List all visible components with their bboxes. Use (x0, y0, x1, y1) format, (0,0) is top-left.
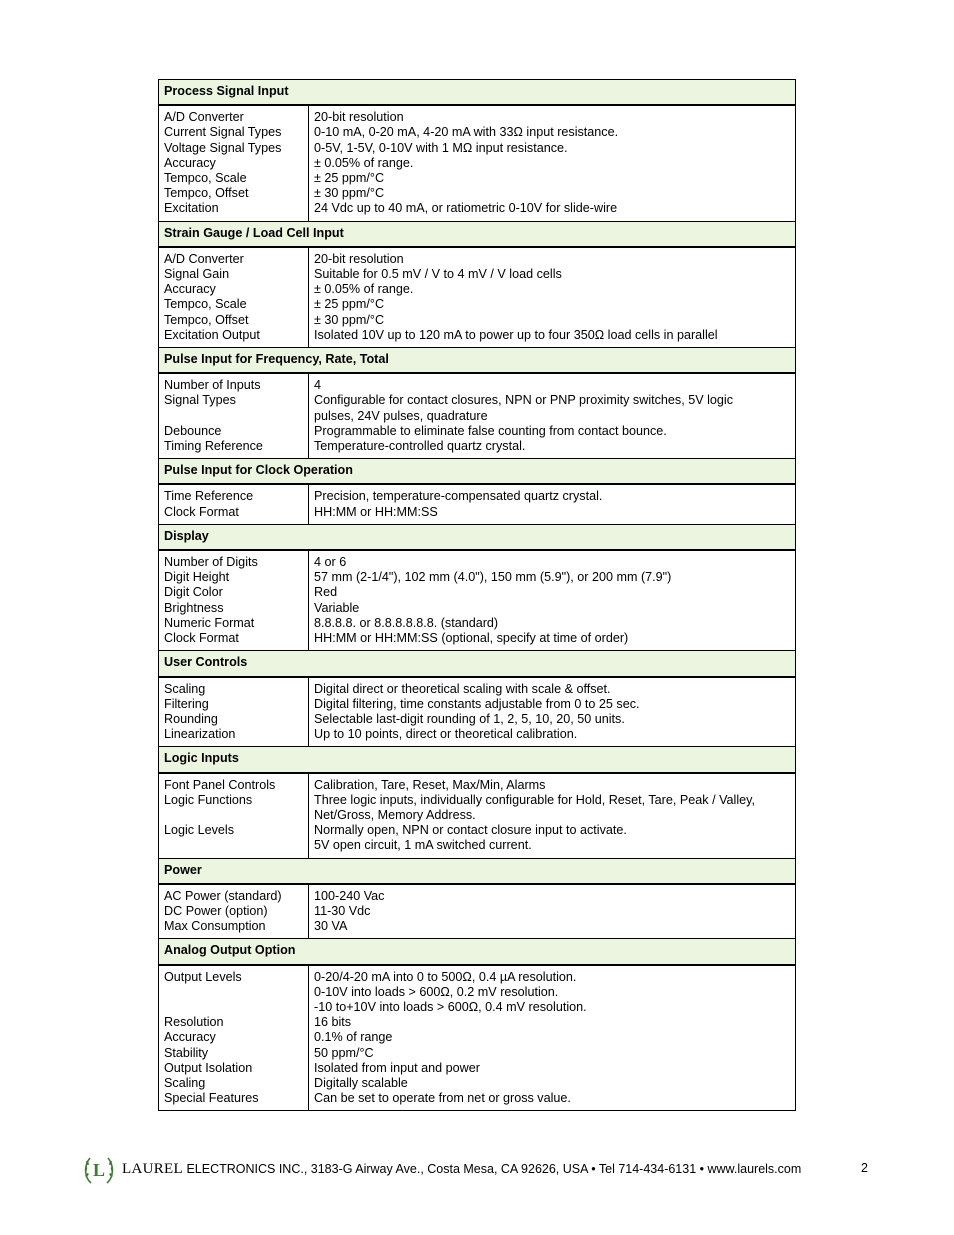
spec-label: Output Levels (164, 969, 242, 984)
section-body-row (159, 484, 796, 524)
section-title: Logic Inputs (159, 747, 796, 773)
section-body-row (159, 105, 796, 221)
spec-label: Signal Gain (164, 267, 230, 282)
spec-labels-cell (159, 247, 309, 348)
spec-label (164, 838, 303, 853)
section-header-row (159, 459, 796, 485)
spec-label: Filtering (164, 696, 209, 711)
section-title: Pulse Input for Clock Operation (159, 459, 796, 485)
spec-value: Isolated from input and power (314, 1060, 480, 1075)
spec-label: Current Signal Types (164, 125, 282, 140)
spec-labels-cell (159, 677, 309, 747)
spec-value: Calibration, Tare, Reset, Max/Min, Alarms (314, 777, 546, 792)
spec-label: Debounce (164, 423, 222, 438)
spec-label: Linearization (164, 727, 236, 742)
spec-label: Number of Digits (164, 555, 258, 570)
spec-value: 57 mm (2-1/4"), 102 mm (4.0"), 150 mm (5.9"), or 200 mm (7.9") (314, 570, 672, 585)
section-header-row (159, 651, 796, 677)
spec-value: ± 0.05% of range. (314, 282, 414, 297)
spec-value: Digitally scalable (314, 1075, 408, 1090)
spec-value: Red (314, 585, 338, 600)
spec-label: AC Power (standard) (164, 888, 282, 903)
spec-labels-cell (159, 550, 309, 651)
section-body-row (159, 773, 796, 859)
spec-label: Tempco, Scale (164, 297, 247, 312)
spec-table-body (159, 80, 796, 1111)
section-body-row (159, 965, 796, 1111)
section-header-row (159, 221, 796, 247)
spec-label: Clock Format (164, 504, 239, 519)
spec-label: A/D Converter (164, 110, 244, 125)
spec-labels-cell (159, 105, 309, 221)
spec-value: Suitable for 0.5 mV / V to 4 mV / V load cells (314, 267, 562, 282)
spec-label: Voltage Signal Types (164, 140, 282, 155)
spec-label: Resolution (164, 1015, 224, 1030)
spec-value: Configurable for contact closures, NPN or PNP proximity switches, 5V logic (314, 393, 734, 408)
spec-label: Signal Types (164, 393, 236, 408)
section-header-row (159, 858, 796, 884)
spec-value: ± 25 ppm/°C (314, 297, 385, 312)
spec-label: Accuracy (164, 155, 216, 170)
spec-label: Timing Reference (164, 439, 263, 454)
spec-value: Digital direct or theoretical scaling with scale & offset. (314, 681, 611, 696)
spec-label: Excitation (164, 201, 219, 216)
spec-values-cell (309, 773, 796, 859)
section-title: Pulse Input for Frequency, Rate, Total (159, 348, 796, 374)
spec-value: 16 bits (314, 1015, 352, 1030)
section-header-row (159, 524, 796, 550)
spec-value: HH:MM or HH:MM:SS (314, 504, 438, 519)
footer-brand: LAUREL (122, 1161, 183, 1177)
spec-value: Three logic inputs, individually configurable for Hold, Reset, Tare, Peak / Valley, (314, 792, 756, 807)
section-title: Power (159, 858, 796, 884)
spec-labels-cell (159, 373, 309, 459)
spec-value: -10 to+10V into loads > 600Ω, 0.4 mV resolution. (314, 999, 587, 1014)
spec-label (164, 409, 303, 424)
spec-values-cell (309, 484, 796, 524)
spec-label (164, 808, 303, 823)
spec-value: 30 VA (314, 919, 348, 934)
spec-value: 8.8.8.8. or 8.8.8.8.8.8. (standard) (314, 615, 499, 630)
spec-label: A/D Converter (164, 251, 244, 266)
spec-value: 0-10 mA, 0-20 mA, 4-20 mA with 33Ω input resistance. (314, 125, 619, 140)
spec-values-cell (309, 965, 796, 1111)
spec-label: Logic Functions (164, 792, 253, 807)
spec-value: ± 0.05% of range. (314, 155, 414, 170)
section-title: Strain Gauge / Load Cell Input (159, 221, 796, 247)
spec-value: ± 25 ppm/°C (314, 171, 385, 186)
spec-value: Isolated 10V up to 120 mA to power up to four 350Ω load cells in parallel (314, 327, 718, 342)
svg-text:L: L (92, 1160, 106, 1180)
spec-value: 0-20/4-20 mA into 0 to 500Ω, 0.4 µA resolution. (314, 969, 577, 984)
spec-value: Can be set to operate from net or gross value. (314, 1091, 571, 1106)
spec-label: Excitation Output (164, 327, 260, 342)
section-title: User Controls (159, 651, 796, 677)
spec-label: Clock Format (164, 631, 239, 646)
spec-value: 4 (314, 378, 322, 393)
spec-value: Selectable last-digit rounding of 1, 2, 5, 10, 20, 50 units. (314, 711, 625, 726)
spec-label (164, 985, 303, 1000)
spec-label: Accuracy (164, 1030, 216, 1045)
spec-labels-cell (159, 965, 309, 1111)
spec-label: Rounding (164, 711, 218, 726)
section-body-row (159, 550, 796, 651)
section-header-row (159, 348, 796, 374)
page-footer (82, 1153, 882, 1189)
spec-value: 24 Vdc up to 40 mA, or ratiometric 0-10V for slide-wire (314, 201, 618, 216)
spec-value: 4 or 6 (314, 555, 347, 570)
spec-value: pulses, 24V pulses, quadrature (314, 408, 488, 423)
section-title: Display (159, 524, 796, 550)
spec-label: Tempco, Scale (164, 171, 247, 186)
spec-label: Tempco, Offset (164, 186, 249, 201)
spec-value: Programmable to eliminate false counting from contact bounce. (314, 423, 667, 438)
spec-values-cell (309, 884, 796, 939)
spec-value: 0-10V into loads > 600Ω, 0.2 mV resolution. (314, 984, 559, 999)
spec-value: 50 ppm/°C (314, 1045, 374, 1060)
section-body-row (159, 373, 796, 459)
spec-labels-cell (159, 773, 309, 859)
spec-label: Digit Height (164, 570, 230, 585)
spec-label: Digit Color (164, 585, 223, 600)
spec-values-cell (309, 677, 796, 747)
section-body-row (159, 677, 796, 747)
section-title: Process Signal Input (159, 80, 796, 106)
spec-value: ± 30 ppm/°C (314, 312, 385, 327)
section-header-row (159, 80, 796, 106)
spec-values-cell (309, 247, 796, 348)
laurel-logo-icon (82, 1153, 116, 1187)
spec-label: Max Consumption (164, 919, 266, 934)
spec-values-cell (309, 105, 796, 221)
spec-label: Accuracy (164, 282, 216, 297)
specifications-table (158, 79, 796, 1111)
footer-address: ELECTRONICS INC., 3183-G Airway Ave., Costa Mesa, CA 92626, USA • Tel 714-434-6131 • www.laurels.com (182, 1162, 802, 1176)
spec-label: Scaling (164, 1075, 206, 1090)
spec-value: 5V open circuit, 1 mA switched current. (314, 838, 532, 853)
spec-label: Time Reference (164, 489, 254, 504)
footer-company-text (122, 1161, 801, 1178)
spec-value: 20-bit resolution (314, 251, 404, 266)
section-body-row (159, 247, 796, 348)
spec-label: Font Panel Controls (164, 777, 276, 792)
spec-label: Number of Inputs (164, 378, 261, 393)
spec-value: Variable (314, 600, 360, 615)
spec-value: 0.1% of range (314, 1030, 393, 1045)
spec-value: 100-240 Vac (314, 888, 385, 903)
section-header-row (159, 939, 796, 965)
section-header-row (159, 747, 796, 773)
spec-labels-cell (159, 484, 309, 524)
spec-value: Precision, temperature-compensated quartz crystal. (314, 489, 603, 504)
spec-value: HH:MM or HH:MM:SS (optional, specify at time of order) (314, 631, 629, 646)
spec-label: Output Isolation (164, 1060, 253, 1075)
spec-values-cell (309, 373, 796, 459)
spec-labels-cell (159, 884, 309, 939)
spec-label: Tempco, Offset (164, 312, 249, 327)
spec-value: Temperature-controlled quartz crystal. (314, 439, 526, 454)
spec-label: Brightness (164, 600, 224, 615)
spec-label: Scaling (164, 681, 206, 696)
spec-label: DC Power (option) (164, 903, 268, 918)
spec-label: Special Features (164, 1091, 259, 1106)
spec-value: Net/Gross, Memory Address. (314, 807, 476, 822)
spec-label: Numeric Format (164, 615, 255, 630)
spec-label: Stability (164, 1045, 209, 1060)
section-title: Analog Output Option (159, 939, 796, 965)
spec-value: 0-5V, 1-5V, 0-10V with 1 MΩ input resistance. (314, 140, 568, 155)
spec-value: ± 30 ppm/°C (314, 186, 385, 201)
spec-value: Normally open, NPN or contact closure input to activate. (314, 823, 627, 838)
spec-value: 20-bit resolution (314, 110, 404, 125)
section-body-row (159, 884, 796, 939)
spec-value: Digital filtering, time constants adjustable from 0 to 25 sec. (314, 696, 640, 711)
spec-value: Up to 10 points, direct or theoretical calibration. (314, 727, 578, 742)
spec-values-cell (309, 550, 796, 651)
spec-value: 11-30 Vdc (314, 903, 371, 918)
spec-label: Logic Levels (164, 823, 235, 838)
page-number: 2 (861, 1161, 868, 1175)
spec-label (164, 1000, 303, 1015)
